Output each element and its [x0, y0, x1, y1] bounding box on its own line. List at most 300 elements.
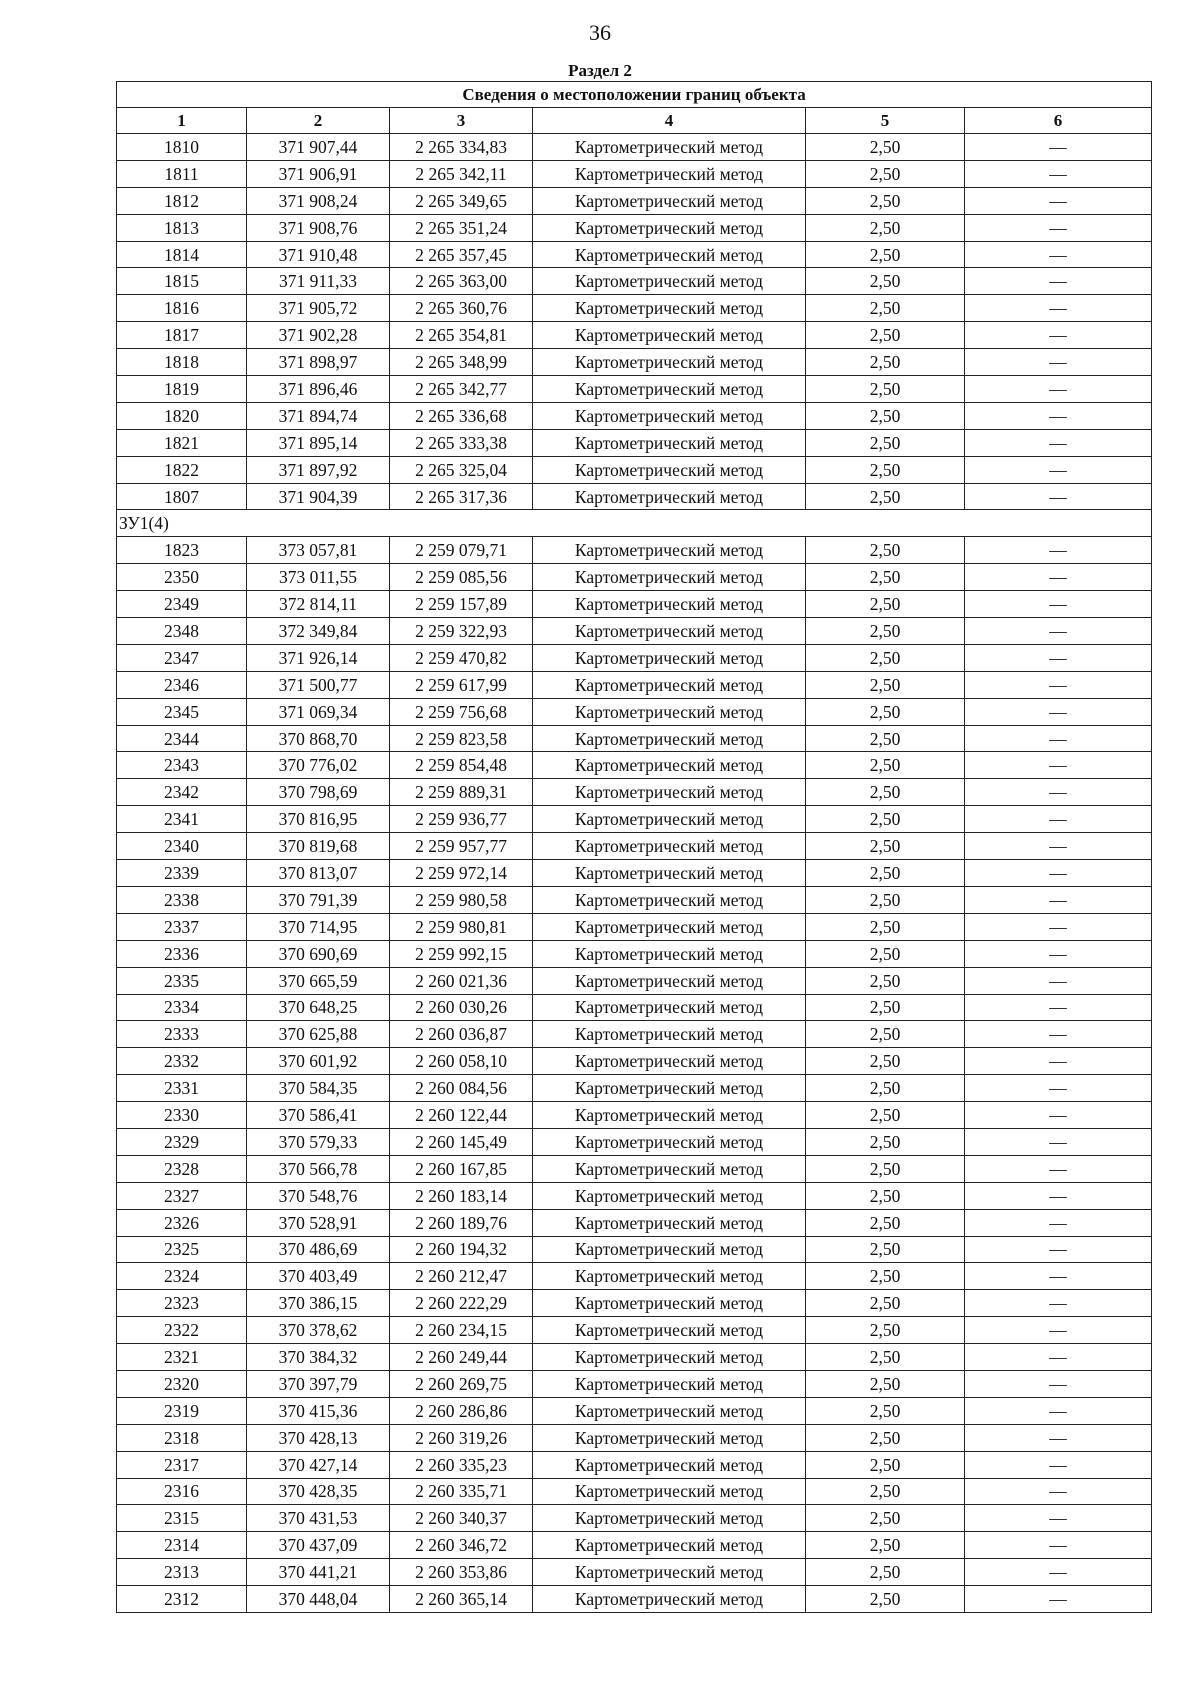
coordinate-y-cell: 2 265 317,36 — [390, 483, 533, 510]
point-number-cell: 2331 — [117, 1075, 247, 1102]
note-cell: — — [965, 644, 1152, 671]
note-cell: — — [965, 833, 1152, 860]
table-row — [117, 1370, 1152, 1397]
accuracy-cell: 2,50 — [806, 1128, 965, 1155]
coordinate-y-cell: 2 265 325,04 — [390, 456, 533, 483]
method-cell: Картометрический метод — [533, 1182, 806, 1209]
accuracy-cell: 2,50 — [806, 618, 965, 645]
point-number-cell: 2328 — [117, 1155, 247, 1182]
coordinate-x-cell: 373 057,81 — [247, 537, 390, 564]
note-cell: — — [965, 160, 1152, 187]
table-row — [117, 752, 1152, 779]
method-cell: Картометрический метод — [533, 1478, 806, 1505]
method-cell: Картометрический метод — [533, 1048, 806, 1075]
coordinate-x-cell: 370 448,04 — [247, 1586, 390, 1613]
note-cell: — — [965, 1102, 1152, 1129]
note-cell: — — [965, 1317, 1152, 1344]
coordinate-y-cell: 2 259 617,99 — [390, 671, 533, 698]
accuracy-cell: 2,50 — [806, 1048, 965, 1075]
note-cell: — — [965, 483, 1152, 510]
table-row — [117, 644, 1152, 671]
coordinate-x-cell: 370 714,95 — [247, 913, 390, 940]
method-cell: Картометрический метод — [533, 214, 806, 241]
method-cell: Картометрический метод — [533, 591, 806, 618]
column-number-6: 6 — [965, 108, 1152, 134]
method-cell: Картометрический метод — [533, 268, 806, 295]
coordinate-x-cell: 370 819,68 — [247, 833, 390, 860]
coordinate-y-cell: 2 260 319,26 — [390, 1424, 533, 1451]
point-number-cell: 2348 — [117, 618, 247, 645]
point-number-cell: 2313 — [117, 1559, 247, 1586]
note-cell: — — [965, 1182, 1152, 1209]
coordinate-y-cell: 2 259 980,81 — [390, 913, 533, 940]
note-cell: — — [965, 376, 1152, 403]
coordinate-x-cell: 370 397,79 — [247, 1370, 390, 1397]
method-cell: Картометрический метод — [533, 618, 806, 645]
accuracy-cell: 2,50 — [806, 1586, 965, 1613]
method-cell: Картометрический метод — [533, 564, 806, 591]
point-number-cell: 2335 — [117, 967, 247, 994]
accuracy-cell: 2,50 — [806, 1478, 965, 1505]
accuracy-cell: 2,50 — [806, 295, 965, 322]
method-cell: Картометрический метод — [533, 1128, 806, 1155]
table-row — [117, 268, 1152, 295]
accuracy-cell: 2,50 — [806, 214, 965, 241]
note-cell: — — [965, 349, 1152, 376]
coordinate-y-cell: 2 260 122,44 — [390, 1102, 533, 1129]
coordinate-x-cell: 370 384,32 — [247, 1344, 390, 1371]
note-cell: — — [965, 698, 1152, 725]
coordinate-y-cell: 2 260 212,47 — [390, 1263, 533, 1290]
point-number-cell: 1821 — [117, 429, 247, 456]
coordinate-y-cell: 2 260 145,49 — [390, 1128, 533, 1155]
accuracy-cell: 2,50 — [806, 1155, 965, 1182]
coordinate-x-cell: 371 905,72 — [247, 295, 390, 322]
coordinate-y-cell: 2 260 194,32 — [390, 1236, 533, 1263]
coordinate-y-cell: 2 260 234,15 — [390, 1317, 533, 1344]
method-cell: Картометрический метод — [533, 833, 806, 860]
point-number-cell: 2320 — [117, 1370, 247, 1397]
coordinate-x-cell: 371 907,44 — [247, 134, 390, 161]
accuracy-cell: 2,50 — [806, 671, 965, 698]
note-cell: — — [965, 618, 1152, 645]
point-number-cell: 2340 — [117, 833, 247, 860]
note-cell: — — [965, 671, 1152, 698]
coordinate-y-cell: 2 260 249,44 — [390, 1344, 533, 1371]
note-cell: — — [965, 456, 1152, 483]
table-row — [117, 214, 1152, 241]
accuracy-cell: 2,50 — [806, 134, 965, 161]
note-cell: — — [965, 806, 1152, 833]
coordinate-x-cell: 371 895,14 — [247, 429, 390, 456]
coordinate-x-cell: 370 798,69 — [247, 779, 390, 806]
accuracy-cell: 2,50 — [806, 187, 965, 214]
column-number-row — [117, 108, 1152, 134]
table-row — [117, 1102, 1152, 1129]
coordinate-y-cell: 2 260 365,14 — [390, 1586, 533, 1613]
point-number-cell: 1818 — [117, 349, 247, 376]
point-number-cell: 1807 — [117, 483, 247, 510]
point-number-cell: 2319 — [117, 1397, 247, 1424]
note-cell: — — [965, 322, 1152, 349]
point-number-cell: 2325 — [117, 1236, 247, 1263]
accuracy-cell: 2,50 — [806, 537, 965, 564]
note-cell: — — [965, 268, 1152, 295]
accuracy-cell: 2,50 — [806, 591, 965, 618]
accuracy-cell: 2,50 — [806, 376, 965, 403]
coordinate-x-cell: 371 902,28 — [247, 322, 390, 349]
accuracy-cell: 2,50 — [806, 806, 965, 833]
point-number-cell: 2314 — [117, 1532, 247, 1559]
table-row — [117, 671, 1152, 698]
note-cell: — — [965, 1397, 1152, 1424]
accuracy-cell: 2,50 — [806, 644, 965, 671]
coordinate-y-cell: 2 259 854,48 — [390, 752, 533, 779]
coordinate-x-cell: 370 441,21 — [247, 1559, 390, 1586]
table-row — [117, 1586, 1152, 1613]
point-number-cell: 2327 — [117, 1182, 247, 1209]
note-cell: — — [965, 1344, 1152, 1371]
column-number-1: 1 — [117, 108, 247, 134]
note-cell: — — [965, 134, 1152, 161]
coordinate-y-cell: 2 265 342,11 — [390, 160, 533, 187]
accuracy-cell: 2,50 — [806, 1532, 965, 1559]
coordinate-y-cell: 2 260 189,76 — [390, 1209, 533, 1236]
coordinate-x-cell: 370 690,69 — [247, 940, 390, 967]
point-number-cell: 2338 — [117, 886, 247, 913]
note-cell: — — [965, 752, 1152, 779]
table-row — [117, 241, 1152, 268]
coordinate-x-cell: 373 011,55 — [247, 564, 390, 591]
point-number-cell: 2322 — [117, 1317, 247, 1344]
note-cell: — — [965, 187, 1152, 214]
coordinate-y-cell: 2 259 823,58 — [390, 725, 533, 752]
point-number-cell: 2336 — [117, 940, 247, 967]
table-row — [117, 698, 1152, 725]
table-row — [117, 779, 1152, 806]
group-row — [117, 510, 1152, 537]
section-title: Раздел 2 — [568, 61, 632, 80]
coordinate-y-cell: 2 259 972,14 — [390, 860, 533, 887]
accuracy-cell: 2,50 — [806, 886, 965, 913]
coordinate-x-cell: 370 566,78 — [247, 1155, 390, 1182]
accuracy-cell: 2,50 — [806, 1209, 965, 1236]
method-cell: Картометрический метод — [533, 1021, 806, 1048]
accuracy-cell: 2,50 — [806, 268, 965, 295]
coordinate-x-cell: 370 403,49 — [247, 1263, 390, 1290]
point-number-cell: 1814 — [117, 241, 247, 268]
coordinate-x-cell: 372 349,84 — [247, 618, 390, 645]
method-cell: Картометрический метод — [533, 1102, 806, 1129]
coordinate-y-cell: 2 265 363,00 — [390, 268, 533, 295]
note-cell: — — [965, 1424, 1152, 1451]
note-cell: — — [965, 1048, 1152, 1075]
note-cell: — — [965, 725, 1152, 752]
table-row — [117, 1478, 1152, 1505]
column-number-4: 4 — [533, 108, 806, 134]
table-row — [117, 967, 1152, 994]
coordinate-x-cell: 370 584,35 — [247, 1075, 390, 1102]
table-row — [117, 1048, 1152, 1075]
column-number-3: 3 — [390, 108, 533, 134]
table-row — [117, 376, 1152, 403]
method-cell: Картометрический метод — [533, 752, 806, 779]
table-row — [117, 940, 1152, 967]
coordinate-y-cell: 2 265 349,65 — [390, 187, 533, 214]
method-cell: Картометрический метод — [533, 1397, 806, 1424]
table-row — [117, 134, 1152, 161]
method-cell: Картометрический метод — [533, 1075, 806, 1102]
note-cell: — — [965, 994, 1152, 1021]
coordinate-x-cell: 370 648,25 — [247, 994, 390, 1021]
accuracy-cell: 2,50 — [806, 160, 965, 187]
coordinate-x-cell: 371 069,34 — [247, 698, 390, 725]
coordinate-y-cell: 2 259 889,31 — [390, 779, 533, 806]
coordinate-y-cell: 2 260 058,10 — [390, 1048, 533, 1075]
coordinate-y-cell: 2 259 470,82 — [390, 644, 533, 671]
point-number-cell: 1815 — [117, 268, 247, 295]
method-cell: Картометрический метод — [533, 537, 806, 564]
point-number-cell: 1820 — [117, 402, 247, 429]
coordinate-y-cell: 2 265 334,83 — [390, 134, 533, 161]
coordinate-x-cell: 371 896,46 — [247, 376, 390, 403]
accuracy-cell: 2,50 — [806, 241, 965, 268]
table-row — [117, 860, 1152, 887]
coordinate-y-cell: 2 259 957,77 — [390, 833, 533, 860]
coordinate-x-cell: 370 665,59 — [247, 967, 390, 994]
method-cell: Картометрический метод — [533, 913, 806, 940]
note-cell: — — [965, 214, 1152, 241]
method-cell: Картометрический метод — [533, 779, 806, 806]
method-cell: Картометрический метод — [533, 1451, 806, 1478]
method-cell: Картометрический метод — [533, 698, 806, 725]
table-row — [117, 295, 1152, 322]
point-number-cell: 2344 — [117, 725, 247, 752]
point-number-cell: 1811 — [117, 160, 247, 187]
accuracy-cell: 2,50 — [806, 564, 965, 591]
method-cell: Картометрический метод — [533, 1586, 806, 1613]
coordinate-x-cell: 370 579,33 — [247, 1128, 390, 1155]
table-row — [117, 322, 1152, 349]
note-cell: — — [965, 860, 1152, 887]
coordinate-y-cell: 2 260 021,36 — [390, 967, 533, 994]
coordinate-y-cell: 2 265 336,68 — [390, 402, 533, 429]
method-cell: Картометрический метод — [533, 806, 806, 833]
coordinate-y-cell: 2 265 348,99 — [390, 349, 533, 376]
method-cell: Картометрический метод — [533, 994, 806, 1021]
table-row — [117, 187, 1152, 214]
method-cell: Картометрический метод — [533, 322, 806, 349]
coordinate-x-cell: 370 868,70 — [247, 725, 390, 752]
table-row — [117, 349, 1152, 376]
table-row — [117, 886, 1152, 913]
coordinate-y-cell: 2 260 036,87 — [390, 1021, 533, 1048]
method-cell: Картометрический метод — [533, 725, 806, 752]
note-cell: — — [965, 1370, 1152, 1397]
point-number-cell: 1822 — [117, 456, 247, 483]
accuracy-cell: 2,50 — [806, 940, 965, 967]
coordinate-y-cell: 2 260 084,56 — [390, 1075, 533, 1102]
table-body — [117, 134, 1152, 1613]
point-number-cell: 2350 — [117, 564, 247, 591]
accuracy-cell: 2,50 — [806, 1236, 965, 1263]
note-cell: — — [965, 591, 1152, 618]
note-cell: — — [965, 295, 1152, 322]
coordinate-y-cell: 2 260 183,14 — [390, 1182, 533, 1209]
coordinate-x-cell: 371 904,39 — [247, 483, 390, 510]
method-cell: Картометрический метод — [533, 967, 806, 994]
method-cell: Картометрический метод — [533, 860, 806, 887]
method-cell: Картометрический метод — [533, 1344, 806, 1371]
coordinate-x-cell: 371 894,74 — [247, 402, 390, 429]
accuracy-cell: 2,50 — [806, 1451, 965, 1478]
point-number-cell: 2333 — [117, 1021, 247, 1048]
note-cell: — — [965, 1021, 1152, 1048]
accuracy-cell: 2,50 — [806, 967, 965, 994]
table-row — [117, 1505, 1152, 1532]
point-number-cell: 2316 — [117, 1478, 247, 1505]
coordinate-y-cell: 2 260 167,85 — [390, 1155, 533, 1182]
accuracy-cell: 2,50 — [806, 698, 965, 725]
accuracy-cell: 2,50 — [806, 994, 965, 1021]
accuracy-cell: 2,50 — [806, 483, 965, 510]
coordinate-y-cell: 2 259 936,77 — [390, 806, 533, 833]
note-cell: — — [965, 1478, 1152, 1505]
table-row — [117, 1236, 1152, 1263]
method-cell: Картометрический метод — [533, 940, 806, 967]
accuracy-cell: 2,50 — [806, 1344, 965, 1371]
accuracy-cell: 2,50 — [806, 349, 965, 376]
table-row — [117, 1317, 1152, 1344]
table-row — [117, 994, 1152, 1021]
coordinate-x-cell: 370 428,35 — [247, 1478, 390, 1505]
coordinate-y-cell: 2 260 286,86 — [390, 1397, 533, 1424]
point-number-cell: 2337 — [117, 913, 247, 940]
coordinate-x-cell: 370 415,36 — [247, 1397, 390, 1424]
point-number-cell: 1816 — [117, 295, 247, 322]
coordinate-x-cell: 371 898,97 — [247, 349, 390, 376]
coordinate-y-cell: 2 260 269,75 — [390, 1370, 533, 1397]
coordinate-x-cell: 371 500,77 — [247, 671, 390, 698]
method-cell: Картометрический метод — [533, 671, 806, 698]
point-number-cell: 1819 — [117, 376, 247, 403]
point-number-cell: 2341 — [117, 806, 247, 833]
point-number-cell: 1810 — [117, 134, 247, 161]
point-number-cell: 2349 — [117, 591, 247, 618]
note-cell: — — [965, 940, 1152, 967]
coordinate-x-cell: 370 548,76 — [247, 1182, 390, 1209]
accuracy-cell: 2,50 — [806, 752, 965, 779]
accuracy-cell: 2,50 — [806, 1263, 965, 1290]
coordinate-x-cell: 372 814,11 — [247, 591, 390, 618]
column-number-2: 2 — [247, 108, 390, 134]
note-cell: — — [965, 1559, 1152, 1586]
method-cell: Картометрический метод — [533, 1424, 806, 1451]
point-number-cell: 2312 — [117, 1586, 247, 1613]
method-cell: Картометрический метод — [533, 1209, 806, 1236]
note-cell: — — [965, 1236, 1152, 1263]
table-row — [117, 160, 1152, 187]
note-cell: — — [965, 913, 1152, 940]
coordinate-x-cell: 370 437,09 — [247, 1532, 390, 1559]
boundary-coordinates-table — [116, 81, 1152, 1613]
coordinate-y-cell: 2 259 157,89 — [390, 591, 533, 618]
coordinate-y-cell: 2 259 980,58 — [390, 886, 533, 913]
note-cell: — — [965, 402, 1152, 429]
point-number-cell: 2323 — [117, 1290, 247, 1317]
table-row — [117, 1559, 1152, 1586]
point-number-cell: 2317 — [117, 1451, 247, 1478]
accuracy-cell: 2,50 — [806, 1559, 965, 1586]
coordinate-x-cell: 370 528,91 — [247, 1209, 390, 1236]
point-number-cell: 2346 — [117, 671, 247, 698]
method-cell: Картометрический метод — [533, 402, 806, 429]
coordinate-x-cell: 370 427,14 — [247, 1451, 390, 1478]
table-row — [117, 1182, 1152, 1209]
coordinate-x-cell: 370 776,02 — [247, 752, 390, 779]
table-row — [117, 913, 1152, 940]
coordinate-x-cell: 371 897,92 — [247, 456, 390, 483]
table-row — [117, 725, 1152, 752]
note-cell: — — [965, 1209, 1152, 1236]
table-row — [117, 1209, 1152, 1236]
accuracy-cell: 2,50 — [806, 779, 965, 806]
table-caption: Сведения о местоположении границ объекта — [117, 82, 1152, 108]
method-cell: Картометрический метод — [533, 349, 806, 376]
method-cell: Картометрический метод — [533, 160, 806, 187]
point-number-cell: 2315 — [117, 1505, 247, 1532]
coordinate-y-cell: 2 260 030,26 — [390, 994, 533, 1021]
coordinate-y-cell: 2 265 354,81 — [390, 322, 533, 349]
method-cell: Картометрический метод — [533, 1317, 806, 1344]
table-row — [117, 1155, 1152, 1182]
coordinate-x-cell: 370 816,95 — [247, 806, 390, 833]
coordinate-y-cell: 2 260 222,29 — [390, 1290, 533, 1317]
method-cell: Картометрический метод — [533, 456, 806, 483]
point-number-cell: 2334 — [117, 994, 247, 1021]
note-cell: — — [965, 1586, 1152, 1613]
table-row — [117, 833, 1152, 860]
accuracy-cell: 2,50 — [806, 322, 965, 349]
coordinate-y-cell: 2 259 079,71 — [390, 537, 533, 564]
coordinate-x-cell: 370 625,88 — [247, 1021, 390, 1048]
note-cell: — — [965, 564, 1152, 591]
table-row — [117, 591, 1152, 618]
point-number-cell: 2345 — [117, 698, 247, 725]
note-cell: — — [965, 1451, 1152, 1478]
accuracy-cell: 2,50 — [806, 1021, 965, 1048]
table-row — [117, 1532, 1152, 1559]
point-number-cell: 2329 — [117, 1128, 247, 1155]
accuracy-cell: 2,50 — [806, 1505, 965, 1532]
point-number-cell: 2347 — [117, 644, 247, 671]
method-cell: Картометрический метод — [533, 1236, 806, 1263]
accuracy-cell: 2,50 — [806, 1370, 965, 1397]
table-row — [117, 1344, 1152, 1371]
accuracy-cell: 2,50 — [806, 913, 965, 940]
table-row — [117, 806, 1152, 833]
table-row — [117, 483, 1152, 510]
method-cell: Картометрический метод — [533, 1370, 806, 1397]
note-cell: — — [965, 1290, 1152, 1317]
note-cell: — — [965, 886, 1152, 913]
method-cell: Картометрический метод — [533, 429, 806, 456]
point-number-cell: 1812 — [117, 187, 247, 214]
coordinate-y-cell: 2 259 085,56 — [390, 564, 533, 591]
table-caption-row — [117, 82, 1152, 108]
method-cell: Картометрический метод — [533, 644, 806, 671]
point-number-cell: 2342 — [117, 779, 247, 806]
